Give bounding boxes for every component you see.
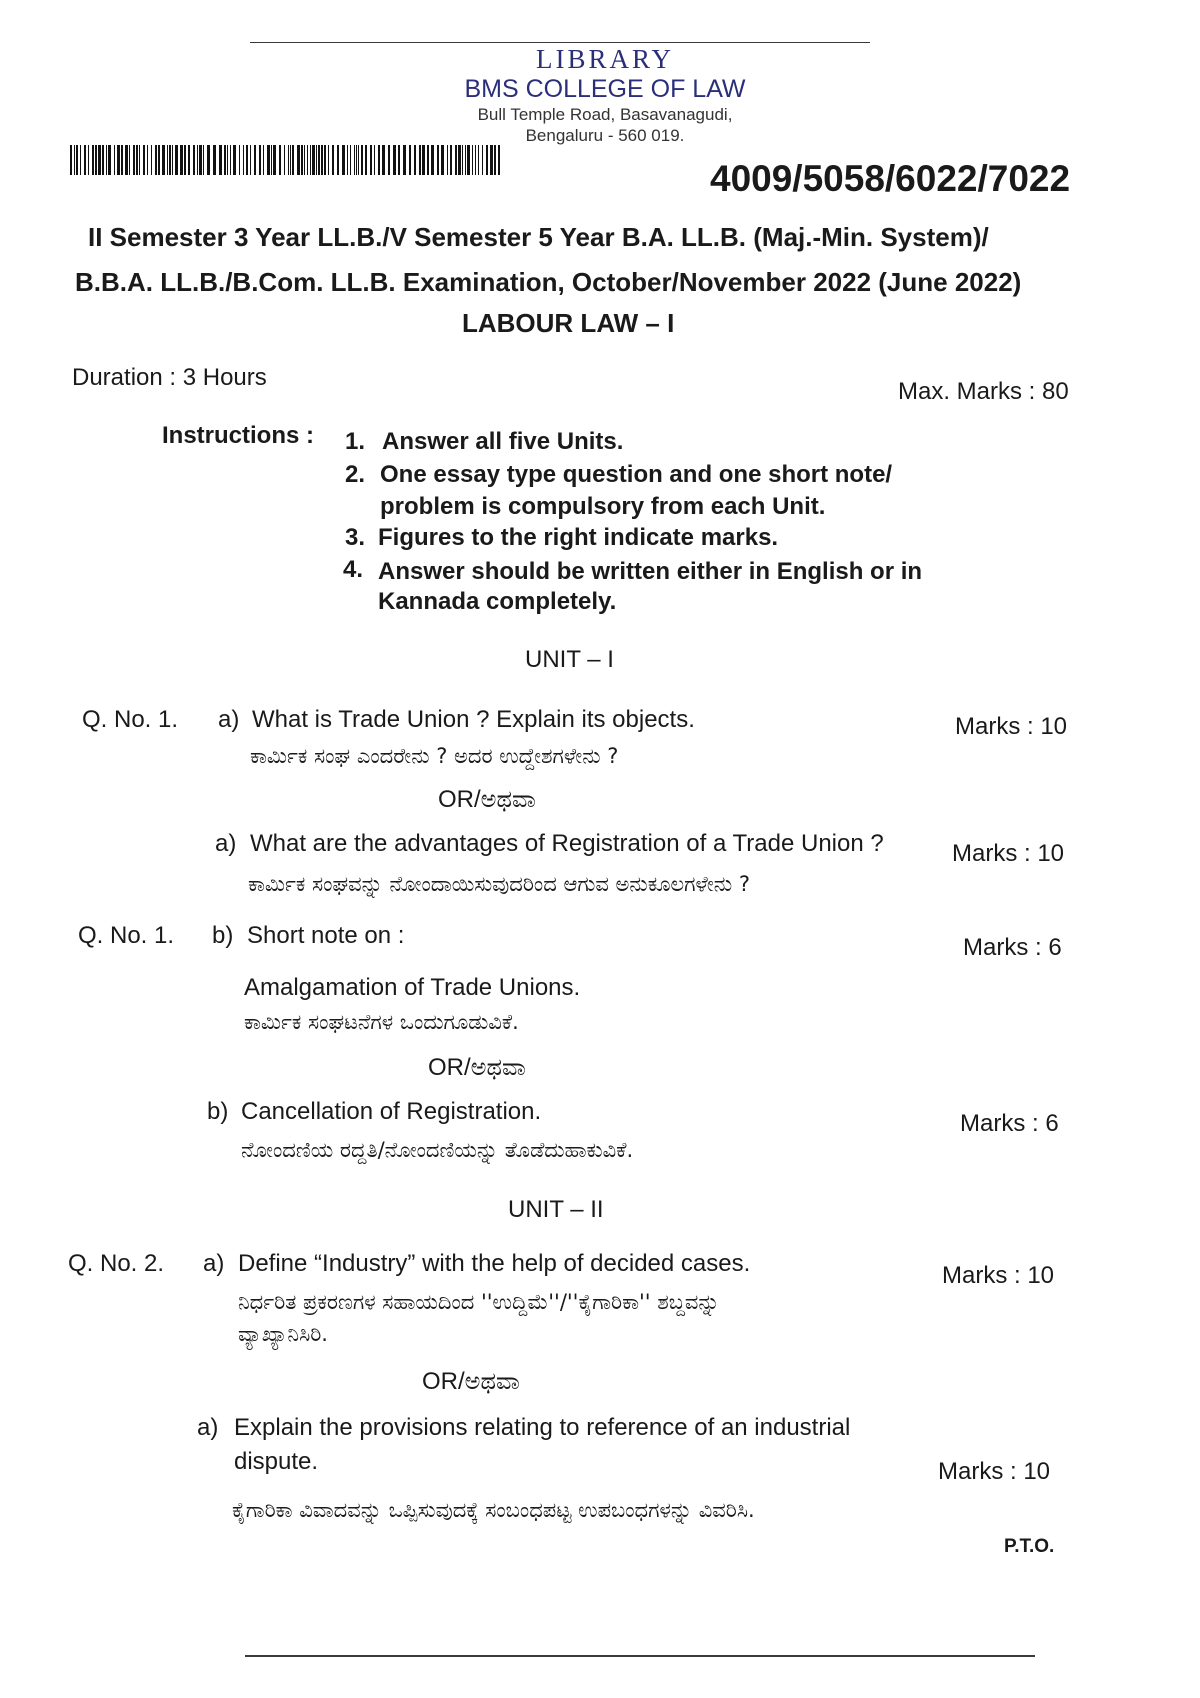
max-marks: Max. Marks : 80: [898, 378, 1069, 405]
barcode: [70, 145, 500, 175]
q2a-text: Define “Industry” with the help of decided cases.: [238, 1250, 751, 1277]
q2a-part: a): [203, 1250, 225, 1277]
instruction-4-line-1: Answer should be written either in English or in: [378, 558, 923, 585]
instruction-3-line-1: Figures to the right indicate marks.: [378, 524, 779, 551]
q1b-alt-kannada: ನೋಂದಣಿಯ ರದ್ದತಿ/ನೋಂದಣಿಯನ್ನು ತೊಡೆದುಹಾಕುವಿಕೆ.: [241, 1138, 634, 1162]
unit-2-heading: UNIT – II: [508, 1196, 604, 1223]
instruction-2-num: 2.: [345, 461, 366, 488]
stamp-address-1: Bull Temple Road, Basavanagudi,: [477, 105, 733, 124]
q1a-alt-part: a): [215, 830, 237, 857]
instruction-3-num: 3.: [345, 524, 366, 551]
q1a-part: a): [218, 706, 240, 733]
paper-code: 4009/5058/6022/7022: [710, 158, 1071, 199]
duration: Duration : 3 Hours: [72, 364, 267, 391]
instruction-4-line-2: Kannada completely.: [378, 588, 617, 615]
q2a-marks: Marks : 10: [942, 1262, 1055, 1289]
exam-line-2: B.B.A. LL.B./B.Com. LL.B. Examination, October/November 2022 (June 2022): [75, 267, 1022, 297]
q1a-alt-text: What are the advantages of Registration of a Trade Union ?: [250, 830, 884, 857]
instructions-label: Instructions :: [162, 422, 315, 449]
stamp-library: LIBRARY: [535, 44, 675, 74]
q2a-alt-text-1: Explain the provisions relating to reference of an industrial: [234, 1414, 851, 1441]
bottom-rule: [245, 1655, 1035, 1657]
q1a-number: Q. No. 1.: [82, 706, 179, 733]
library-stamp: [440, 44, 770, 146]
q1b-alt-marks: Marks : 6: [960, 1110, 1059, 1137]
exam-line-1: II Semester 3 Year LL.B./V Semester 5 Year B.A. LL.B. (Maj.-Min. System)/: [88, 222, 989, 252]
q1b-alt-part: b): [207, 1098, 229, 1125]
q1a-text: What is Trade Union ? Explain its objects.: [252, 706, 695, 733]
unit-1-heading: UNIT – I: [525, 646, 614, 673]
q1a-alt-kannada: ಕಾರ್ಮಿಕ ಸಂಘವನ್ನು ನೋಂದಾಯಿಸುವುದರಿಂದ ಆಗುವ ಅನುಕೂಲಗಳೇನು ?: [248, 872, 750, 896]
or-3: OR/ಅಥವಾ: [422, 1368, 520, 1395]
q2a-number: Q. No. 2.: [68, 1250, 165, 1277]
instruction-4-num: 4.: [343, 556, 364, 583]
q1a-kannada: ಕಾರ್ಮಿಕ ಸಂಘ ಎಂದರೇನು ? ಅದರ ಉದ್ದೇಶಗಳೇನು ?: [250, 744, 619, 768]
q2a-alt-part: a): [197, 1414, 219, 1441]
q1b-subtopic: Amalgamation of Trade Unions.: [244, 974, 581, 1001]
q1b-number: Q. No. 1.: [78, 922, 175, 949]
q2a-alt-marks: Marks : 10: [938, 1458, 1051, 1485]
stamp-address-2: Bengaluru - 560 019.: [525, 126, 685, 145]
instruction-1-num: 1.: [345, 428, 366, 455]
q2a-alt-kannada: ಕೈಗಾರಿಕಾ ವಿವಾದವನ್ನು ಒಪ್ಪಿಸುವುದಕ್ಕೆ ಸಂಬಂಧಪಟ್ಟ ಉಪಬಂಧಗಳನ್ನು ವಿವರಿಸಿ.: [232, 1498, 755, 1522]
q2a-kannada-2: ವ್ಯಾಖ್ಯಾನಿಸಿರಿ.: [238, 1322, 328, 1346]
subject-title: LABOUR LAW – I: [462, 308, 675, 338]
or-2: OR/ಅಥವಾ: [428, 1054, 526, 1081]
q1b-text: Short note on :: [247, 922, 405, 949]
q1a-marks: Marks : 10: [955, 713, 1068, 740]
q1b-part: b): [212, 922, 234, 949]
instruction-2-line-2: problem is compulsory from each Unit.: [380, 493, 826, 520]
pto-label: P.T.O.: [1004, 1536, 1055, 1557]
q1b-kannada: ಕಾರ್ಮಿಕ ಸಂಘಟನೆಗಳ ಒಂದುಗೂಡುವಿಕೆ.: [244, 1010, 519, 1034]
q1b-alt-text: Cancellation of Registration.: [241, 1098, 542, 1125]
top-rule: [250, 42, 870, 43]
q1a-alt-marks: Marks : 10: [952, 840, 1065, 867]
instruction-2-line-1: One essay type question and one short note/: [380, 461, 893, 488]
stamp-college: BMS COLLEGE OF LAW: [464, 75, 746, 103]
or-1: OR/ಅಥವಾ: [438, 786, 536, 813]
q2a-alt-text-2: dispute.: [234, 1448, 319, 1475]
q2a-kannada-1: ನಿರ್ಧರಿತ ಪ್ರಕರಣಗಳ ಸಹಾಯದಿಂದ ''ಉದ್ದಿಮೆ''/''ಕೈಗಾರಿಕಾ'' ಶಬ್ದವನ್ನು: [238, 1290, 720, 1314]
q1b-marks: Marks : 6: [963, 934, 1062, 961]
instruction-1-line-1: Answer all five Units.: [382, 428, 624, 455]
